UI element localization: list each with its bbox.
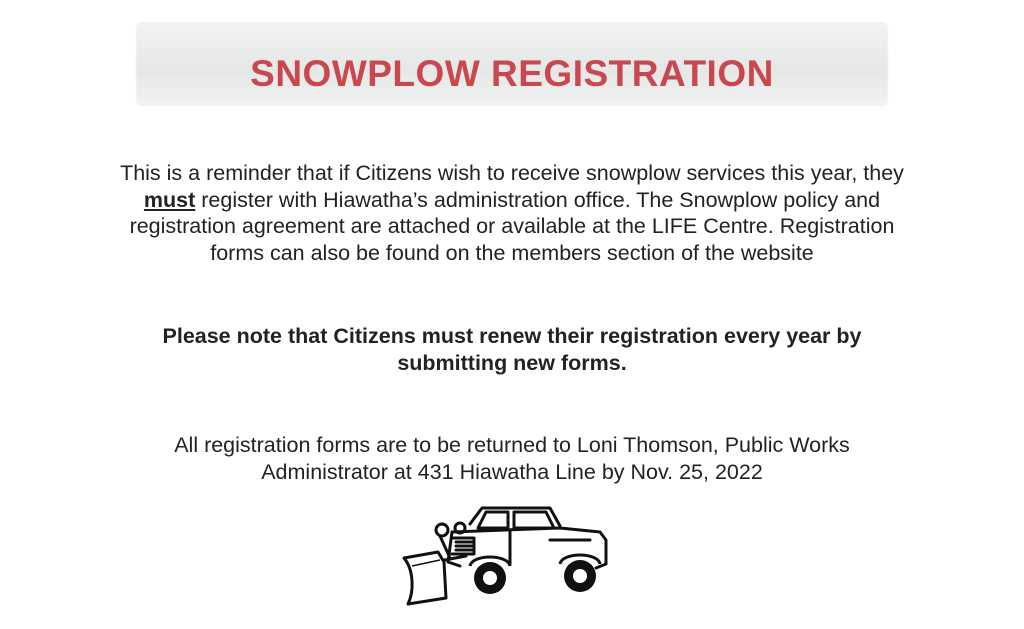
must-emphasis: must [143, 187, 196, 212]
reminder-paragraph [120, 160, 904, 266]
renewal-notice: Please note that Citizens must renew their registration every year by submitting new forms. [162, 324, 862, 375]
reminder-text-end: register with Hiawatha’s administration office. The Snowplow policy and registration agreement are attached or available at the LIFE Centre. Registration forms can also be found on the members section of the website [129, 187, 895, 265]
page-title: SNOWPLOW REGISTRATION [250, 53, 774, 94]
return-instructions: All registration forms are to be returned to Loni Thomson, Public Works Administrator at 431 Hiawatha Line by Nov. 25, 2022 [174, 433, 850, 484]
reminder-text-start: This is a reminder that if Citizens wish to receive snowplow services this year, they [120, 161, 904, 185]
snowplow-truck-icon [400, 500, 610, 610]
